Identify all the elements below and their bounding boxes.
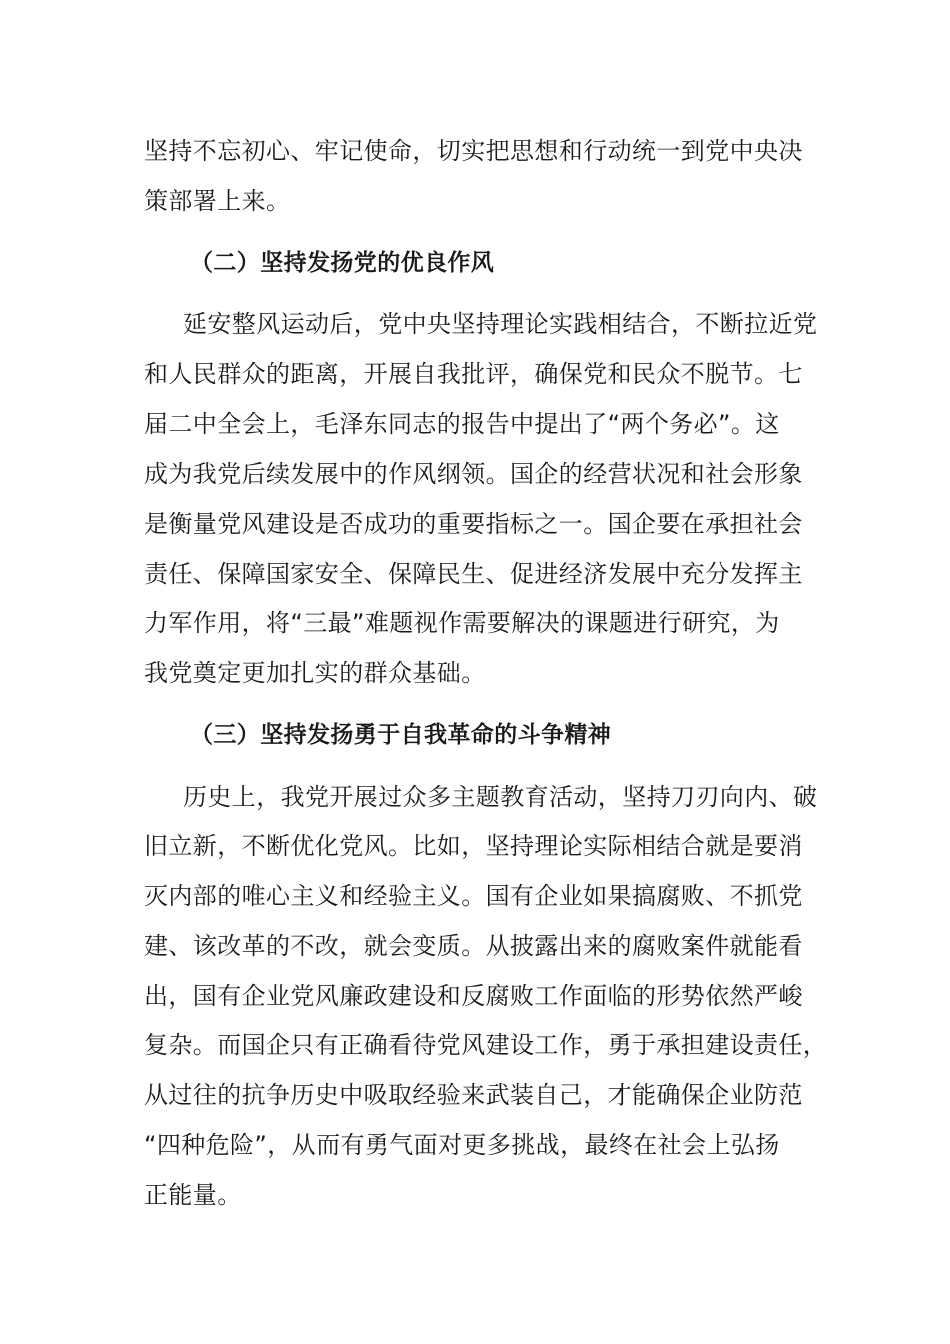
text-line: 出，国有企业党风廉政建设和反腐败工作面临的形势依然严峻	[144, 982, 803, 1010]
text-line: 我党奠定更加扎实的群众基础。	[144, 659, 486, 687]
text-line: 是衡量党风建设是否成功的重要指标之一。国企要在承担社会	[144, 510, 803, 538]
text-line: 坚持不忘初心、牢记使命，切实把思想和行动统一到党中央决	[144, 137, 803, 165]
section-heading: （三）坚持发扬勇于自我革命的斗争精神	[190, 722, 612, 748]
text-line: 从过往的抗争历史中吸取经验来武装自己，才能确保企业防范	[144, 1081, 803, 1109]
section-heading: （二）坚持发扬党的优良作风	[190, 250, 495, 276]
text-line: 责任、保障国家安全、保障民生、促进经济发展中充分发挥主	[144, 560, 803, 588]
text-line: 策部署上来。	[144, 187, 291, 215]
text-line: 成为我党后续发展中的作风纲领。国企的经营状况和社会形象	[144, 460, 803, 488]
text-line: “四种危险”，从而有勇气面对更多挑战，最终在社会上弘扬	[144, 1131, 780, 1159]
text-line: 延安整风运动后，党中央坚持理论实践相结合，不断拉近党	[183, 310, 818, 338]
text-line: 力军作用，将“三最”难题视作需要解决的课题进行研究，为	[144, 609, 780, 637]
text-line: 灭内部的唯心主义和经验主义。国有企业如果搞腐败、不抓党	[144, 882, 803, 910]
text-line: 复杂。而国企只有正确看待党风建设工作，勇于承担建设责任，	[144, 1031, 828, 1059]
text-line: 届二中全会上，毛泽东同志的报告中提出了“两个务必”。这	[144, 410, 780, 438]
text-line: 和人民群众的距离，开展自我批评，确保党和民众不脱节。七	[144, 360, 803, 388]
text-line: 建、该改革的不改，就会变质。从披露出来的腐败案件就能看	[144, 932, 803, 960]
text-line: 正能量。	[144, 1181, 242, 1209]
text-line: 历史上，我党开展过众多主题教育活动，坚持刀刃向内、破	[183, 783, 818, 811]
text-line: 旧立新，不断优化党风。比如，坚持理论实际相结合就是要消	[144, 832, 803, 860]
